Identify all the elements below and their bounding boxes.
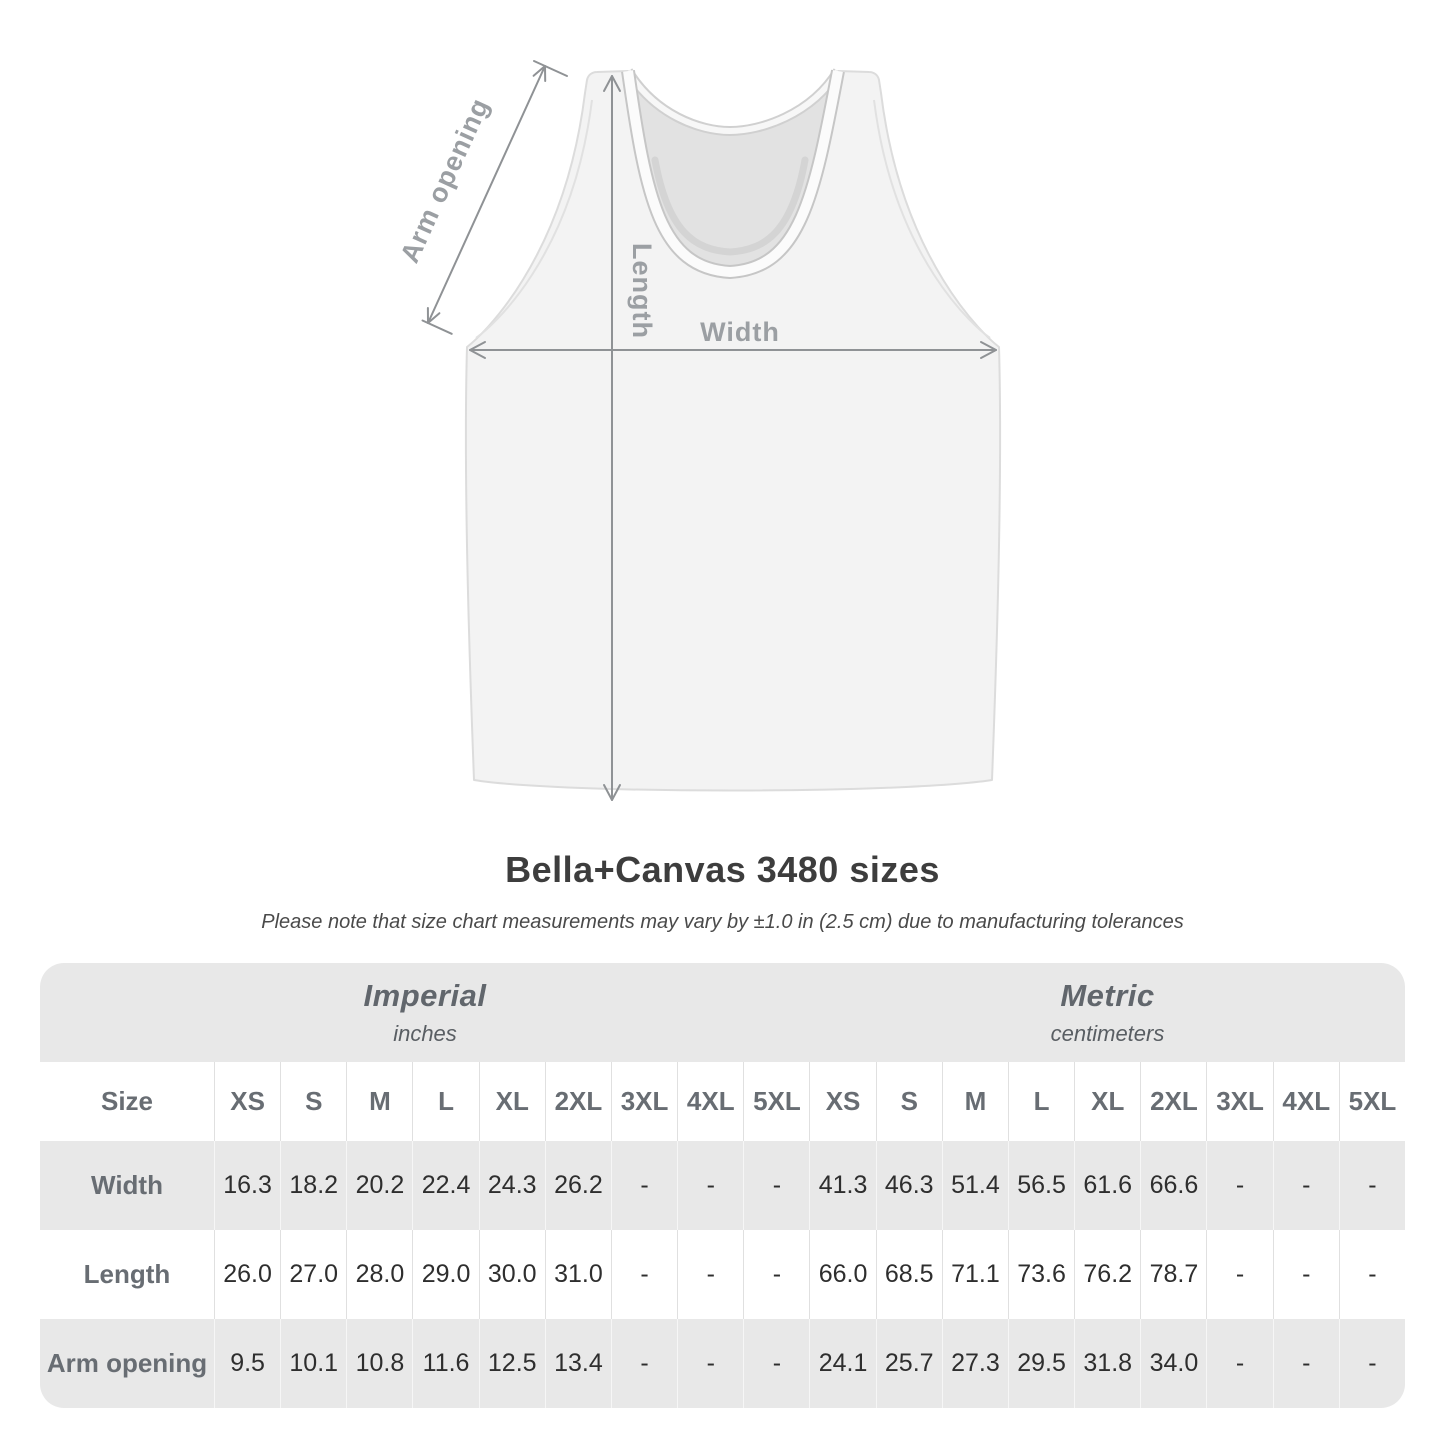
length-metric-l: 73.6	[1008, 1230, 1074, 1319]
width-imperial-4xl: -	[677, 1141, 743, 1230]
length-metric-5xl: -	[1339, 1230, 1405, 1319]
width-imperial-2xl: 26.2	[545, 1141, 611, 1230]
metric-group-unit: centimeters	[1050, 1021, 1165, 1046]
tolerance-note: Please note that size chart measurements may vary by ±1.0 in (2.5 cm) due to manufacturing tolerances	[261, 911, 1184, 933]
length-imperial-3xl: -	[611, 1230, 677, 1319]
row-label-width: Width	[91, 1170, 163, 1200]
size-header-metric-3xl: 3XL	[1206, 1062, 1272, 1141]
width-metric-2xl: 66.6	[1140, 1141, 1206, 1230]
arm-opening-metric-m: 27.3	[942, 1319, 1008, 1408]
width-imperial-s: 18.2	[280, 1141, 346, 1230]
size-header-metric-xs: XS	[809, 1062, 875, 1141]
width-imperial-l: 22.4	[412, 1141, 478, 1230]
size-header-row	[40, 1062, 1405, 1141]
length-metric-s: 68.5	[876, 1230, 942, 1319]
length-dimension-label: Length	[627, 243, 657, 339]
arm-opening-imperial-5xl: -	[743, 1319, 809, 1408]
width-imperial-xs: 16.3	[214, 1141, 280, 1230]
arm-opening-dimension-label: Arm opening	[394, 93, 496, 268]
row-label-arm-opening: Arm opening	[46, 1348, 208, 1378]
length-imperial-5xl: -	[743, 1230, 809, 1319]
size-header-metric-4xl: 4XL	[1273, 1062, 1339, 1141]
size-header-imperial-s: S	[280, 1062, 346, 1141]
arm-opening-imperial-3xl: -	[611, 1319, 677, 1408]
arm-opening-imperial-4xl: -	[677, 1319, 743, 1408]
arm-opening-metric-xs: 24.1	[809, 1319, 875, 1408]
table-row-width	[40, 1141, 1405, 1230]
arm-opening-metric-3xl: -	[1206, 1319, 1272, 1408]
length-imperial-xs: 26.0	[214, 1230, 280, 1319]
size-header-metric-l: L	[1008, 1062, 1074, 1141]
length-imperial-2xl: 31.0	[545, 1230, 611, 1319]
arm-opening-imperial-s: 10.1	[280, 1319, 346, 1408]
width-metric-s: 46.3	[876, 1141, 942, 1230]
page-title: Bella+Canvas 3480 sizes	[505, 849, 940, 890]
width-dimension-label: Width	[700, 317, 780, 347]
arm-opening-metric-xl: 31.8	[1074, 1319, 1140, 1408]
size-table	[40, 963, 1405, 1408]
length-metric-2xl: 78.7	[1140, 1230, 1206, 1319]
row-label-length: Length	[83, 1259, 171, 1289]
length-imperial-xl: 30.0	[479, 1230, 545, 1319]
length-metric-3xl: -	[1206, 1230, 1272, 1319]
unit-group-header	[40, 963, 1405, 1062]
size-header-metric-m: M	[942, 1062, 1008, 1141]
size-header-imperial-l: L	[412, 1062, 478, 1141]
arm-opening-imperial-xl: 12.5	[479, 1319, 545, 1408]
size-header-imperial-xs: XS	[214, 1062, 280, 1141]
metric-group-header	[810, 963, 1405, 1062]
arm-opening-metric-2xl: 34.0	[1140, 1319, 1206, 1408]
width-metric-xl: 61.6	[1074, 1141, 1140, 1230]
arm-opening-metric-5xl: -	[1339, 1319, 1405, 1408]
width-metric-4xl: -	[1273, 1141, 1339, 1230]
size-header-metric-2xl: 2XL	[1140, 1062, 1206, 1141]
width-imperial-3xl: -	[611, 1141, 677, 1230]
table-row-arm-opening	[40, 1319, 1405, 1408]
length-imperial-m: 28.0	[346, 1230, 412, 1319]
arm-opening-imperial-m: 10.8	[346, 1319, 412, 1408]
width-metric-5xl: -	[1339, 1141, 1405, 1230]
imperial-group-header	[40, 963, 810, 1062]
size-header-metric-s: S	[876, 1062, 942, 1141]
arm-opening-metric-l: 29.5	[1008, 1319, 1074, 1408]
width-metric-3xl: -	[1206, 1141, 1272, 1230]
size-header-imperial-2xl: 2XL	[545, 1062, 611, 1141]
length-imperial-s: 27.0	[280, 1230, 346, 1319]
length-metric-xl: 76.2	[1074, 1230, 1140, 1319]
width-imperial-5xl: -	[743, 1141, 809, 1230]
size-header-metric-5xl: 5XL	[1339, 1062, 1405, 1141]
size-header-imperial-m: M	[346, 1062, 412, 1141]
metric-group-title: Metric	[1060, 978, 1155, 1013]
imperial-group-title: Imperial	[363, 978, 487, 1013]
length-metric-4xl: -	[1273, 1230, 1339, 1319]
length-metric-m: 71.1	[942, 1230, 1008, 1319]
width-metric-l: 56.5	[1008, 1141, 1074, 1230]
arm-opening-imperial-l: 11.6	[412, 1319, 478, 1408]
size-header-imperial-4xl: 4XL	[677, 1062, 743, 1141]
width-metric-m: 51.4	[942, 1141, 1008, 1230]
width-metric-xs: 41.3	[809, 1141, 875, 1230]
width-imperial-m: 20.2	[346, 1141, 412, 1230]
size-header-imperial-xl: XL	[479, 1062, 545, 1141]
arm-opening-metric-s: 25.7	[876, 1319, 942, 1408]
imperial-group-unit: inches	[393, 1021, 457, 1046]
size-column-header: Size	[100, 1086, 154, 1116]
size-header-imperial-3xl: 3XL	[611, 1062, 677, 1141]
arm-opening-imperial-xs: 9.5	[214, 1319, 280, 1408]
arm-opening-imperial-2xl: 13.4	[545, 1319, 611, 1408]
length-imperial-4xl: -	[677, 1230, 743, 1319]
arm-opening-metric-4xl: -	[1273, 1319, 1339, 1408]
width-imperial-xl: 24.3	[479, 1141, 545, 1230]
length-metric-xs: 66.0	[809, 1230, 875, 1319]
size-header-metric-xl: XL	[1074, 1062, 1140, 1141]
length-imperial-l: 29.0	[412, 1230, 478, 1319]
size-header-imperial-5xl: 5XL	[743, 1062, 809, 1141]
table-row-length	[40, 1230, 1405, 1319]
